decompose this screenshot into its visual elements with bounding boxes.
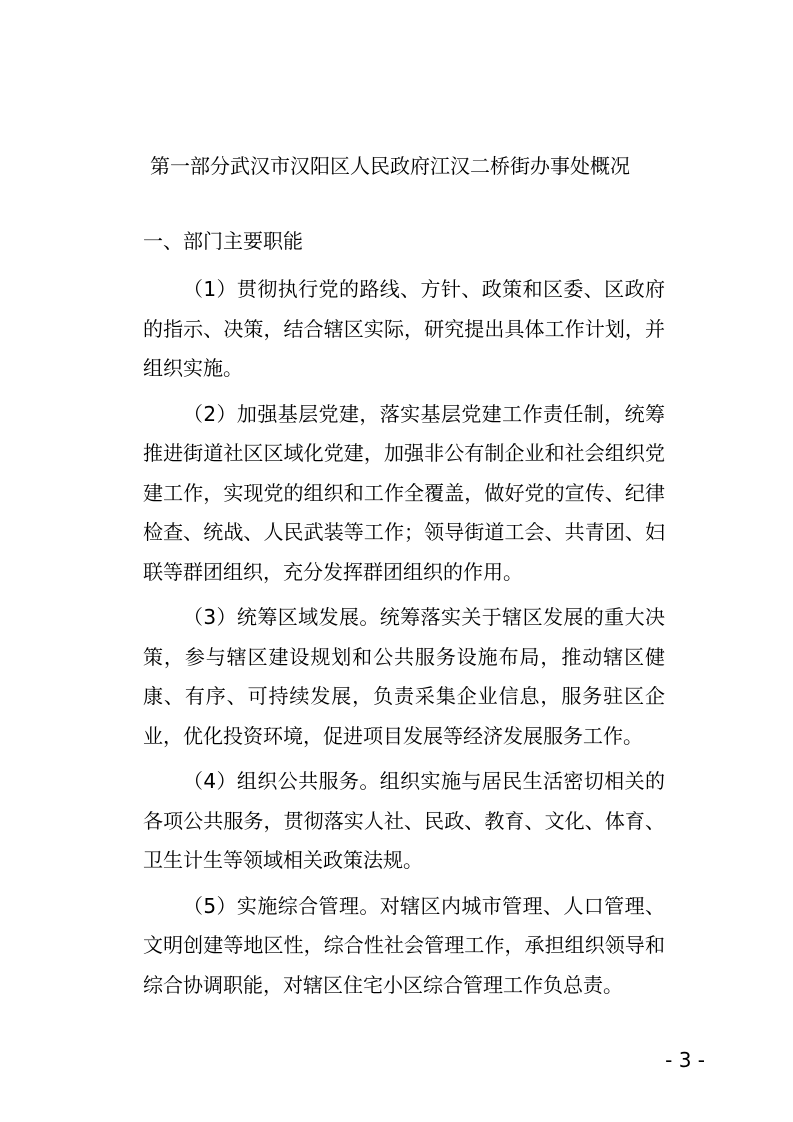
body-text [143, 270, 665, 1011]
paragraph-1: （1）贯彻执行党的路线、方针、政策和区委、区政府的指示、决策，结合辖区实际，研究提出具体工作计划，并组织实施。 [143, 277, 665, 380]
paragraph-2: （2）加强基层党建，落实基层党建工作责任制，统筹推进街道社区区域化党建，加强非公有制企业和社会组织党建工作，实现党的组织和工作全覆盖，做好党的宣传、纪律检查、统战、人民武装等工作；领导街道工会、共青团、妇联等群团组织，充分发挥群团组织的作用。 [143, 401, 665, 584]
document-title: 第一部分武汉市汉阳区人民政府江汉二桥街办事处概况 [150, 154, 630, 178]
page-number: - 3 - [665, 1048, 705, 1072]
paragraph-4: （4）组织公共服务。组织实施与居民生活密切相关的各项公共服务，贯彻落实人社、民政、教育、文化、体育、卫生计生等领域相关政策法规。 [143, 769, 665, 872]
section-heading: 一、部门主要职能 [143, 229, 303, 253]
paragraph-5: （5）实施综合管理。对辖区内城市管理、人口管理、文明创建等地区性，综合性社会管理工作，承担组织领导和综合协调职能，对辖区住宅小区综合管理工作负总责。 [143, 893, 665, 997]
paragraph-3: （3）统筹区域发展。统筹落实关于辖区发展的重大决策，参与辖区建设规划和公共服务设施布局，推动辖区健康、有序、可持续发展，负责采集企业信息，服务驻区企业，优化投资环境，促进项目发展等经济发展服务工作。 [143, 605, 665, 748]
